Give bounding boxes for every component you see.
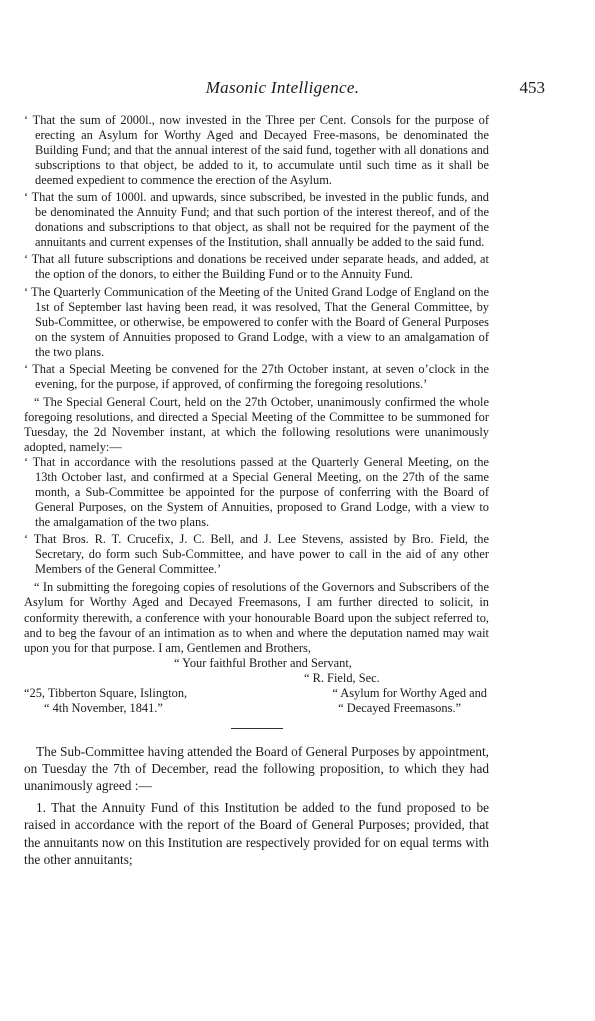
page-body xyxy=(24,113,489,873)
special-court-paragraph: “ The Special General Court, held on the 27th October, unanimously confirmed the whole foregoing resolutions, and directed a Special Meeting of the Committee to be summoned for Tuesday, the 2d November instant, at which the following resolutions were unanimously adopted, namely:— xyxy=(24,394,489,454)
resolution-quarterly-communication: ‘ The Quarterly Communication of the Meeting of the United Grand Lodge of England on the 1st of September last having been read, it was resolved, That the General Committee, by Sub-Committee, or otherwise, be empowered to confer with the Board of General Purposes on the system of Annuities proposed to Grand Lodge, with a view to an amalgamation of the two plans. xyxy=(24,284,489,359)
section-divider xyxy=(231,728,283,729)
resolution-annuity-fund: ‘ That the sum of 1000l. and upwards, since subscribed, be invested in the public funds, and be denominated the Annuity Fund; and that such portion of the interest thereof, and of the donations and subscriptions to that object, as shall not be required for the payment of the annuitants and current expenses of the Institution, shall annually be added to the said fund. xyxy=(24,190,489,250)
letter-footer-row-2 xyxy=(24,701,489,716)
signature-closing: “ Your faithful Brother and Servant, xyxy=(174,655,352,670)
resolution-special-meeting: ‘ That a Special Meeting be convened for the 27th October instant, at seven o’clock in the evening, for the purpose, if approved, of confirming the foregoing resolutions.’ xyxy=(24,361,489,391)
closing-section xyxy=(24,743,489,868)
resolution-future-subscriptions: ‘ That all future subscriptions and donations be received under separate heads, and added, at the option of the donors, to either the Building Fund or to the Annuity Fund. xyxy=(24,252,489,282)
resolution-building-fund: ‘ That the sum of 2000l., now invested in the Three per Cent. Consols for the purpose of erecting an Asylum for Worthy Aged and Decayed Free-masons, be denominated the Building Fund; and that the annual interest of the said fund, together with all donations and subscriptions to that object, be added to it, to accumulate until such time as it shall be deemed expedient to commence the erection of the Asylum. xyxy=(24,113,489,188)
resolution-sub-committee: ‘ That in accordance with the resolutions passed at the Quarterly General Meeting, on the 13th October last, and confirmed at a Special General Meeting, on the 27th of the same month, a Sub-Committee be appointed for the purpose of conferring with the Board of General Purposes, on the System of Annuities, proposed to Grand Lodge, with a view to the amalgamation of the two plans. xyxy=(24,455,489,530)
resolution-committee-members: ‘ That Bros. R. T. Crucefix, J. C. Bell, and J. Lee Stevens, assisted by Bro. Field, the Secretary, do form such Sub-Committee, and have power to call in the aid of any other Members of the General Committee.’ xyxy=(24,532,489,577)
footer-address: “25, Tibberton Square, Islington, xyxy=(24,685,188,700)
footer-org-line-1: “ Asylum for Worthy Aged and xyxy=(332,685,487,700)
footer-date: “ 4th November, 1841.” xyxy=(44,700,163,715)
submitting-paragraph: “ In submitting the foregoing copies of resolutions of the Governors and Subscribers of the Asylum for Worthy Aged and Decayed Freemasons, I am further directed to solicit, in conformity therewith, a conference with your honourable Board upon the subject referred to, and to beg the favour of an intimation as to when and where the deputation named may wait upon you for that purpose. I am, Gentlemen and Brothers, xyxy=(24,580,489,655)
letter-footer-row-1 xyxy=(24,686,489,701)
running-title: Masonic Intelligence. xyxy=(205,78,360,97)
proposition-one-paragraph: 1. That the Annuity Fund of this Institution be added to the fund proposed to be raised in accordance with the report of the Board of General Purposes; provided, that the annuitants now on this Institution are respectively provided for on equal terms with the other annuitants; xyxy=(24,800,489,867)
footer-org-line-2: “ Decayed Freemasons.” xyxy=(338,700,461,715)
signature-name: “ R. Field, Sec. xyxy=(304,670,380,685)
sub-committee-report-paragraph: The Sub-Committee having attended the Board of General Purposes by appointment, on Tuesday the 7th of December, read the following proposition, to which they had unanimously agreed :— xyxy=(24,743,489,794)
page-header xyxy=(20,78,545,102)
page-number: 453 xyxy=(519,78,545,97)
